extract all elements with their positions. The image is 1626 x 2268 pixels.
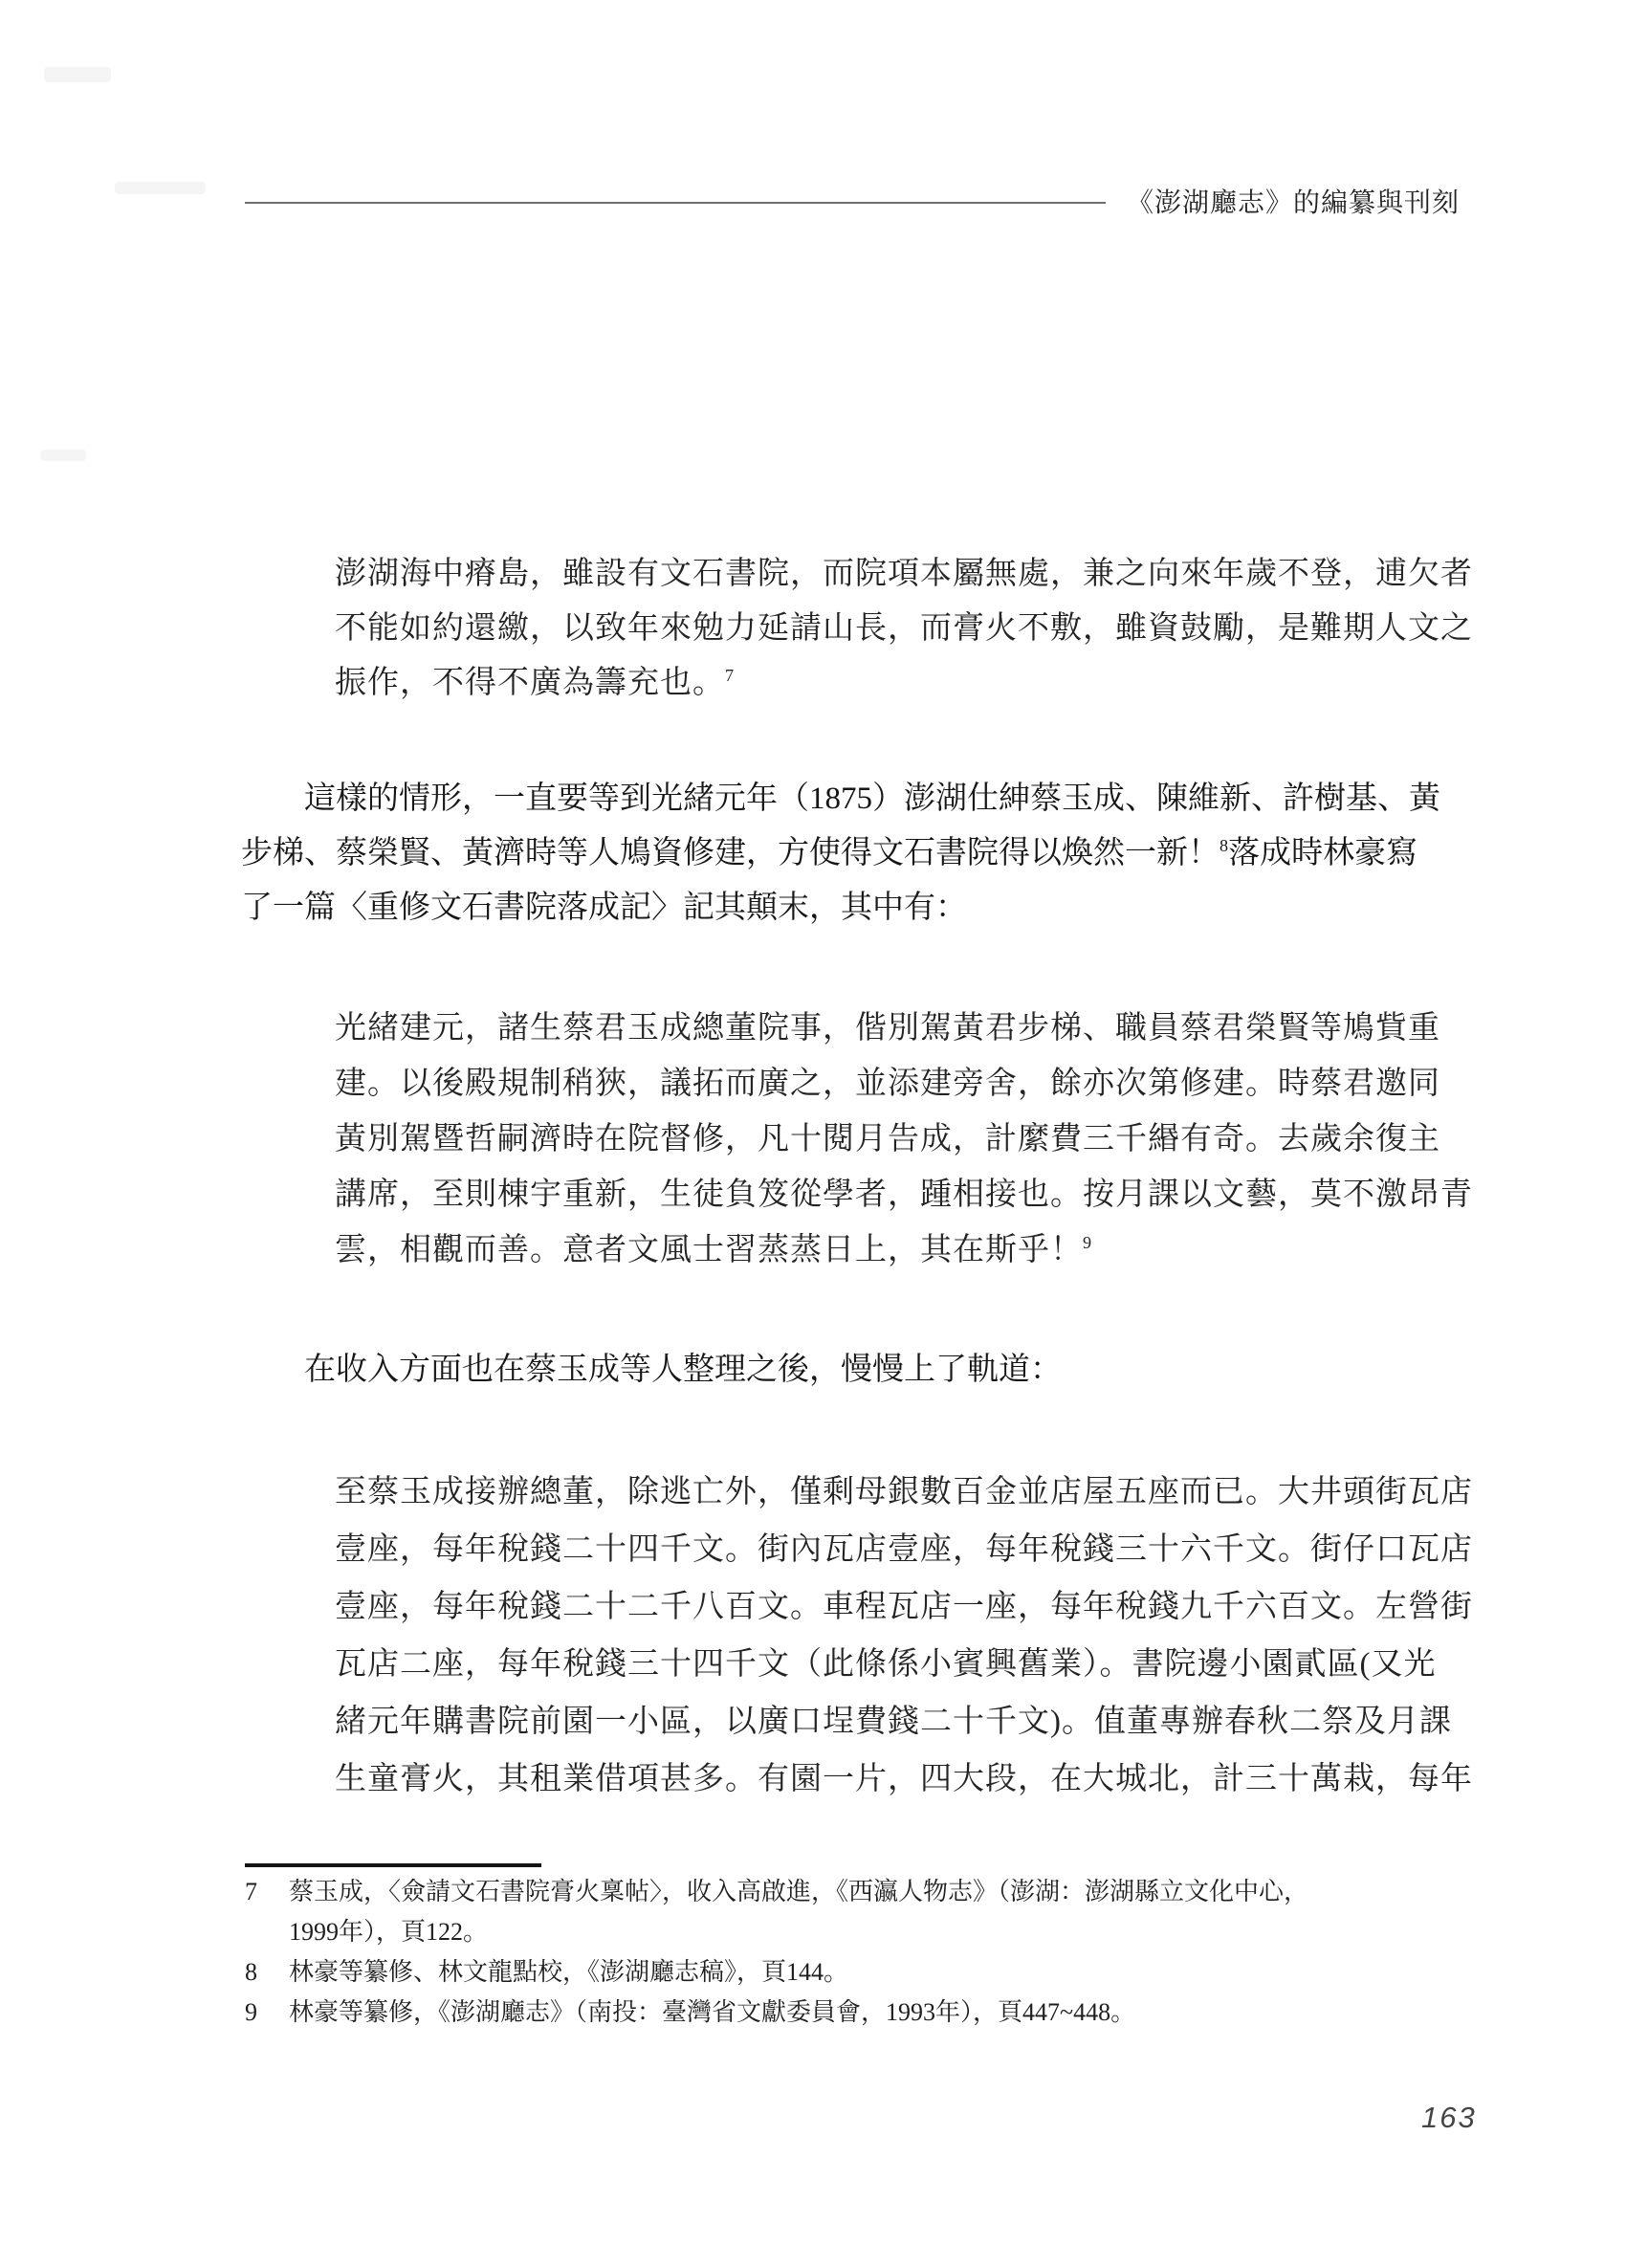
footnote-7 [245,1872,1469,1952]
paragraph-line [241,826,1456,881]
paragraph-line: 了一篇〈重修文石書院落成記〉記其顛末，其中有： [241,891,967,925]
scan-artifact [44,67,111,82]
paragraph-text: 落成時林豪寫 [1228,836,1418,870]
footnote-ref-7: 7 [725,666,736,685]
paragraph-line: 這樣的情形，一直要等到光緒元年（1875）澎湖仕紳蔡玉成、陳維新、許樹基、黃 [304,782,1440,816]
block-quote-3 [335,1464,1473,1808]
quote-line: 建。以後殿規制稍狹，議拓而廣之，並添建旁舍，餘亦次第修建。時蔡君邀同 [335,1067,1440,1101]
quote-line: 壹座，每年稅錢二十二千八百文。車程瓦店一座，每年稅錢九千六百文。左營街 [335,1590,1473,1624]
quote-line: 光緒建元，諸生蔡君玉成總董院事，偕別駕黃君步梯、職員蔡君榮賢等鳩貲重 [335,1011,1440,1046]
quote-line-text: 振作，不得不廣為籌充也。 [335,666,725,700]
footnote-text: 1999年），頁122。 [289,1918,489,1946]
footnote-9 [245,1993,1469,2033]
quote-line-text: 雲，相觀而善。意者文風士習蒸蒸日上，其在斯乎！ [335,1233,1083,1267]
footnotes-section [245,1872,1469,2033]
body-paragraph-1 [241,772,1456,936]
quote-line: 講席，至則棟宇重新，生徒負笈從學者，踵相接也。按月課以文藝，莫不激昂青 [335,1178,1473,1212]
quote-line: 緒元年購書院前園一小區，以廣口埕費錢二十千文)。值董專辦春秋二祭及月課 [335,1705,1452,1739]
quote-line: 黃別駕暨哲嗣濟時在院督修，凡十閱月告成，計縻費三千緡有奇。去歲余復主 [335,1122,1440,1156]
block-quote-2 [335,1001,1473,1278]
footnote-text: 林豪等纂修，《澎湖廳志》（南投：臺灣省文獻委員會，1993年），頁447~448。 [289,1998,1136,2026]
footnote-number: 8 [245,1958,257,1986]
footnote-ref-8: 8 [1220,836,1229,855]
footnote-text: 林豪等纂修、林文龍點校，《澎湖廳志稿》，頁144。 [289,1958,849,1986]
quote-line [335,1222,1454,1278]
quote-line: 至蔡玉成接辦總董，除逃亡外，僅剩母銀數百金並店屋五座而已。大井頭街瓦店 [335,1475,1473,1509]
header-rule [245,202,1106,204]
quote-line: 不能如約還繳，以致年來勉力延請山長，而膏火不敷，雖資鼓勵，是難期人文之 [335,611,1473,646]
quote-line: 瓦店二座，每年稅錢三十四千文（此條係小賓興舊業）。書院邊小園貳區(又光 [335,1647,1437,1682]
footnote-text: 蔡玉成，〈僉請文石書院膏火稟帖〉，收入高啟進，《西瀛人物志》（澎湖：澎湖縣立文化中心， [289,1878,1309,1905]
body-paragraph-2 [241,1343,1456,1398]
scan-artifact [40,450,86,461]
quote-line: 壹座，每年稅錢二十四千文。街內瓦店壹座，每年稅錢三十六千文。街仔口瓦店 [335,1532,1473,1567]
footnote-number: 9 [245,1998,257,2026]
scan-artifact [115,182,206,194]
quote-line [335,656,1454,711]
running-header-title: 《澎湖廳志》的編纂與刊刻 [1127,187,1461,217]
page-number: 163 [1421,2101,1477,2134]
footnote-8 [245,1952,1469,1993]
quote-line: 澎湖海中瘠島，雖設有文石書院，而院項本屬無處，兼之向來年歲不登，逋欠者 [335,557,1473,591]
quote-line: 生童膏火，其租業借項甚多。有園一片，四大段，在大城北，計三十萬栽，每年 [335,1762,1473,1796]
block-quote-1 [335,547,1473,711]
footnote-ref-9: 9 [1083,1233,1093,1252]
paragraph-text: 步梯、蔡榮賢、黃濟時等人鳩資修建，方使得文石書院得以煥然一新！ [241,836,1220,870]
footnote-number: 7 [245,1878,257,1905]
footnote-separator-rule [245,1863,541,1867]
paragraph-line: 在收入方面也在蔡玉成等人整理之後，慢慢上了軌道： [304,1353,1062,1387]
